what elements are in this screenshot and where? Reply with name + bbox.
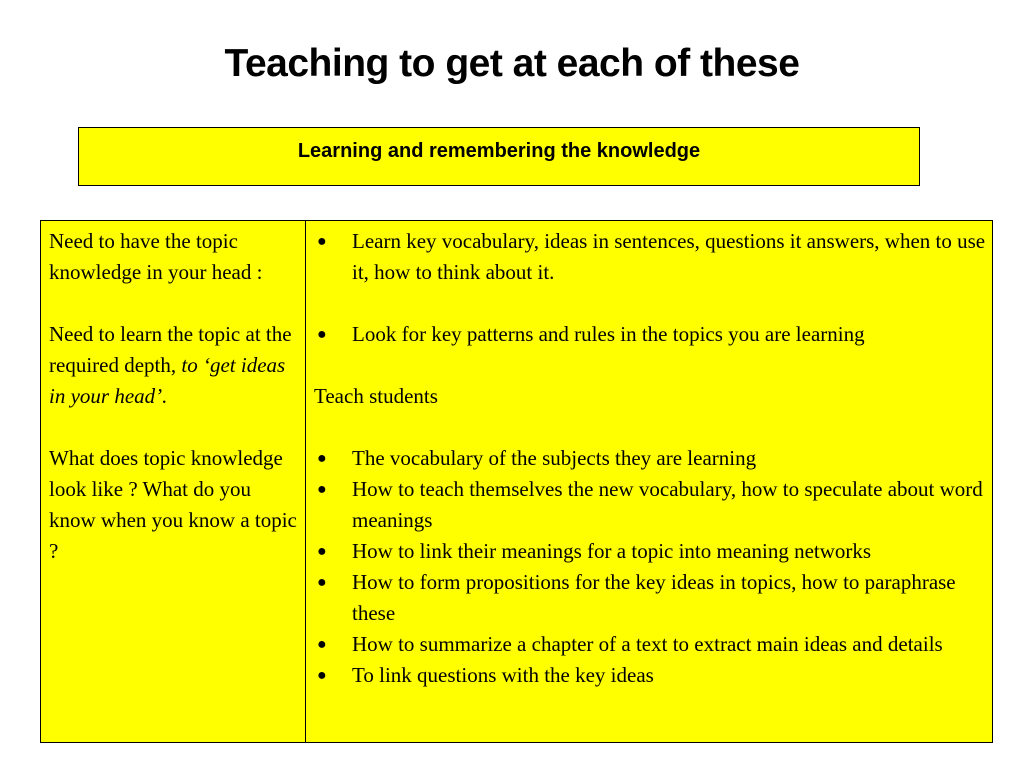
left-paragraph-2-italic: to ‘get ideas in your head’. — [49, 353, 286, 408]
list-item-text: How to teach themselves the new vocabulary, how to speculate about word meanings — [352, 477, 983, 532]
subtitle-box — [78, 127, 920, 186]
left-paragraph-2 — [49, 319, 299, 412]
list-item — [314, 319, 986, 350]
content-table — [40, 220, 993, 743]
list-item-text: Look for key patterns and rules in the topics you are learning — [352, 322, 865, 346]
left-paragraph-2-text: Need to learn the topic at the required depth, — [49, 322, 292, 377]
left-paragraph-3: What does topic knowledge look like ? What do you know when you know a topic ? — [49, 446, 297, 563]
list-item — [314, 474, 986, 536]
list-item-text: The vocabulary of the subjects they are learning — [352, 446, 757, 470]
list-item — [314, 567, 986, 629]
bullet-icon: ● — [317, 574, 327, 591]
bullet-icon: ● — [317, 233, 327, 250]
bullet-icon: ● — [317, 636, 327, 653]
list-item — [314, 536, 986, 567]
list-item-text: How to summarize a chapter of a text to extract main ideas and details — [352, 632, 943, 656]
teach-heading: Teach students — [314, 384, 438, 408]
column-divider — [305, 221, 306, 742]
list-item-text: Learn key vocabulary, ideas in sentences, questions it answers, when to use it, how to think about it. — [352, 229, 986, 284]
bullet-icon: ● — [317, 543, 327, 560]
bullet-icon: ● — [317, 667, 327, 684]
bullet-icon: ● — [317, 326, 327, 343]
bullet-icon: ● — [317, 481, 327, 498]
bottom-bullet-list — [314, 443, 986, 691]
list-item — [314, 660, 986, 691]
list-item — [314, 443, 986, 474]
bullet-icon: ● — [317, 450, 327, 467]
page-title: Teaching to get at each of these — [224, 42, 800, 85]
left-paragraph-1: Need to have the topic knowledge in your head : — [49, 229, 263, 284]
top-bullet-list — [314, 226, 986, 350]
list-item-text: How to link their meanings for a topic into meaning networks — [352, 539, 872, 563]
subtitle-text: Learning and remembering the knowledge — [297, 140, 701, 162]
list-item — [314, 226, 986, 288]
list-item — [314, 629, 986, 660]
list-item-text: To link questions with the key ideas — [352, 663, 654, 687]
list-item-text: How to form propositions for the key ideas in topics, how to paraphrase these — [352, 570, 956, 625]
right-column — [314, 226, 986, 691]
left-column — [49, 226, 299, 567]
